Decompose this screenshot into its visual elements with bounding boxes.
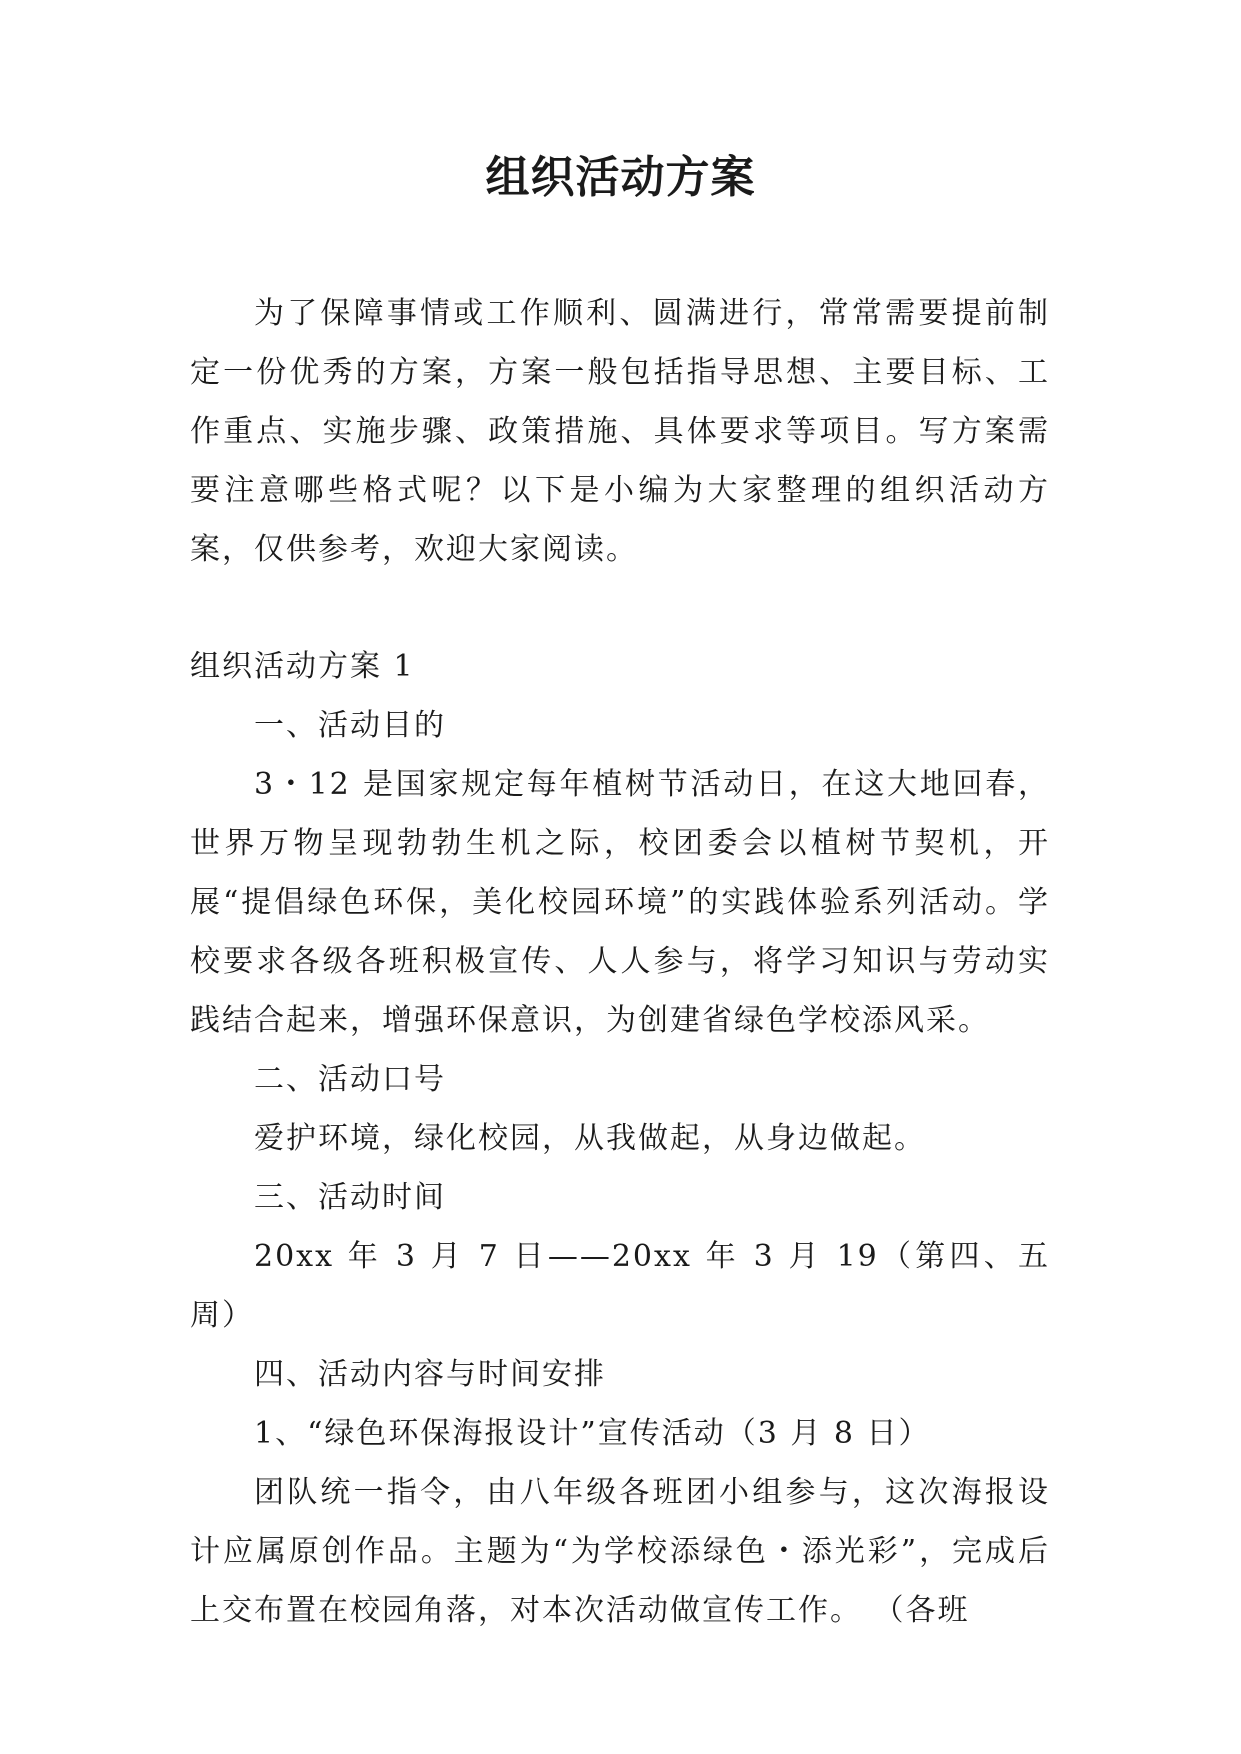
paragraph-gap [190, 579, 1050, 637]
heading-purpose: 一、活动目的 [254, 708, 446, 743]
heading-time: 三、活动时间 [254, 1180, 446, 1215]
time-paragraph: 20xx 年 3 月 7 日——20xx 年 3 月 19（第四、五周） [190, 1239, 1050, 1333]
heading-content-schedule: 四、活动内容与时间安排 [254, 1357, 606, 1392]
poster-paragraph: 团队统一指令，由八年级各班团小组参与，这次海报设计应属原创作品。主题为“为学校添绿色・添光彩”，完成后上交布置在校园角落，对本次活动做宣传工作。 （各班 [190, 1475, 1050, 1628]
heading-slogan: 二、活动口号 [254, 1062, 446, 1097]
document-body [190, 284, 1050, 1640]
list-item-poster-activity: 1、“绿色环保海报设计”宣传活动（3 月 8 日） [254, 1416, 931, 1451]
section-heading: 组织活动方案 1 [190, 649, 415, 684]
intro-paragraph: 为了保障事情或工作顺利、圆满进行，常常需要提前制定一份优秀的方案，方案一般包括指导思想、主要目标、工作重点、实施步骤、政策措施、具体要求等项目。写方案需要注意哪些格式呢？以下是小编为大家整理的组织活动方案，仅供参考，欢迎大家阅读。 [190, 296, 1050, 567]
purpose-paragraph: 3・12 是国家规定每年植树节活动日，在这大地回春，世界万物呈现勃勃生机之际，校团委会以植树节契机，开展“提倡绿色环保，美化校园环境”的实践体验系列活动。学校要求各级各班积极宣传、人人参与，将学习知识与劳动实践结合起来，增强环保意识，为创建省绿色学校添风采。 [190, 767, 1050, 1038]
page-title: 组织活动方案 [485, 152, 756, 203]
slogan-paragraph: 爱护环境，绿化校园，从我做起，从身边做起。 [254, 1121, 926, 1156]
